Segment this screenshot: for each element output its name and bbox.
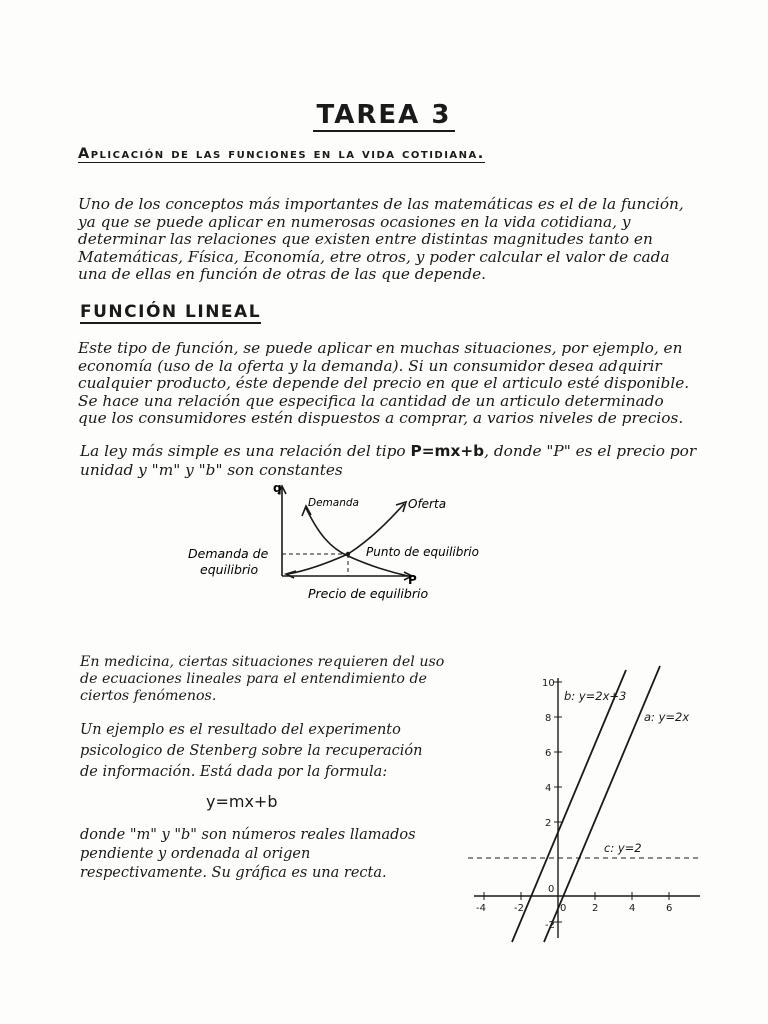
medicine-paragraph <box>80 654 444 705</box>
medicine-line: de ecuaciones lineales para el entendimiento de <box>80 671 427 687</box>
subtitle: Aplicación de las funciones en la vida cotidiana. <box>78 146 485 162</box>
title-text: TAREA 3 <box>313 100 456 132</box>
oferta-label: Oferta <box>408 497 447 511</box>
q-axis-label: q <box>273 481 282 495</box>
intro-line: ya que se puede aplicar en numerosas ocasiones en la vida cotidiana, y <box>78 212 631 231</box>
law-suffix: , donde "P" es el precio por <box>484 442 697 460</box>
equilibrium-point-label: Punto de equilibrio <box>366 545 479 559</box>
closing-paragraph <box>80 826 416 883</box>
closing-line: pendiente y ordenada al origen <box>80 846 311 862</box>
y-tick-label: 8 <box>545 713 552 724</box>
law-line-1 <box>80 443 696 461</box>
y-tick-label: 4 <box>545 783 552 794</box>
medicine-line: En medicina, ciertas situaciones requieren del uso <box>80 654 445 670</box>
demand-curve <box>306 508 408 576</box>
example-paragraph <box>80 720 423 783</box>
formula: y=mx+b <box>206 792 278 811</box>
intro-line: Uno de los conceptos más importantes de las matemáticas es el de la función, <box>78 195 684 213</box>
medicine-line: ciertos fenómenos. <box>80 688 217 704</box>
equilibrium-price-label: Precio de equilibrio <box>308 586 429 601</box>
x-tick-label: 0 <box>560 903 567 914</box>
p-axis-label: P <box>408 573 417 587</box>
intro-line: Matemáticas, Física, Economía, etre otros, y poder calcular el valor de cada <box>78 247 670 266</box>
line-a-label: a: y=2x <box>644 710 690 724</box>
supply-demand-diagram <box>180 478 510 608</box>
x-tick-label: -2 <box>514 903 524 914</box>
supply-curve <box>288 504 404 574</box>
law-formula: P=mx+b <box>410 442 485 460</box>
section-line: Se hace una relación que especifica la cantidad de un articulo determinado <box>78 391 664 410</box>
law-line-2: unidad y "m" y "b" son constantes <box>80 461 343 479</box>
y-tick-label: 2 <box>545 818 552 829</box>
example-line: de información. Está dada por la formula: <box>80 764 388 780</box>
y-tick-label: -2 <box>545 920 555 931</box>
page-title <box>0 100 768 130</box>
equilibrium-point <box>346 552 350 556</box>
equilibrium-demand-label-1: Demanda de <box>188 546 269 561</box>
section-line: Este tipo de función, se puede aplicar en muchas situaciones, por ejemplo, en <box>78 339 683 357</box>
example-line: Un ejemplo es el resultado del experimento <box>80 722 401 738</box>
x-tick-label: 6 <box>666 903 673 914</box>
line-b-label: b: y=2x+3 <box>564 689 627 703</box>
supply-tail-arrow <box>286 571 296 578</box>
section-line: economía (uso de la oferta y la demanda). Si un consumidor desea adquirir <box>78 356 662 375</box>
x-tick-label: 2 <box>592 903 599 914</box>
law-prefix: La ley más simple es una relación del tipo <box>80 442 411 460</box>
section-heading: FUNCIÓN LINEAL <box>80 302 262 322</box>
x-tick-label: -4 <box>476 903 486 914</box>
y-tick-label: 10 <box>542 678 555 689</box>
closing-line: donde "m" y "b" son números reales llamados <box>80 827 416 843</box>
y-tick-label: 6 <box>545 748 552 759</box>
closing-line: respectivamente. Su gráfica es una recta. <box>80 865 387 881</box>
intro-line: determinar las relaciones que existen entre distintas magnitudes tanto en <box>78 230 653 248</box>
intro-paragraph <box>78 196 684 284</box>
line-b <box>512 670 626 942</box>
line-a <box>544 666 660 942</box>
demanda-label: Demanda <box>308 497 359 509</box>
section-line: cualquier producto, éste depende del precio en que el articulo esté disponible. <box>78 374 690 392</box>
section-paragraph <box>78 340 689 428</box>
equilibrium-demand-label-2: equilibrio <box>200 562 259 577</box>
y-tick-label: 0 <box>548 884 555 895</box>
linear-function-graph <box>462 660 712 950</box>
example-line: psicologico de Stenberg sobre la recuperación <box>80 743 423 759</box>
line-c-label: c: y=2 <box>604 841 642 855</box>
x-tick-label: 4 <box>629 903 636 914</box>
section-line: que los consumidores estén dispuestos a comprar, a varios niveles de precios. <box>78 409 684 427</box>
intro-line: una de ellas en función de otras de las que depende. <box>78 265 487 283</box>
